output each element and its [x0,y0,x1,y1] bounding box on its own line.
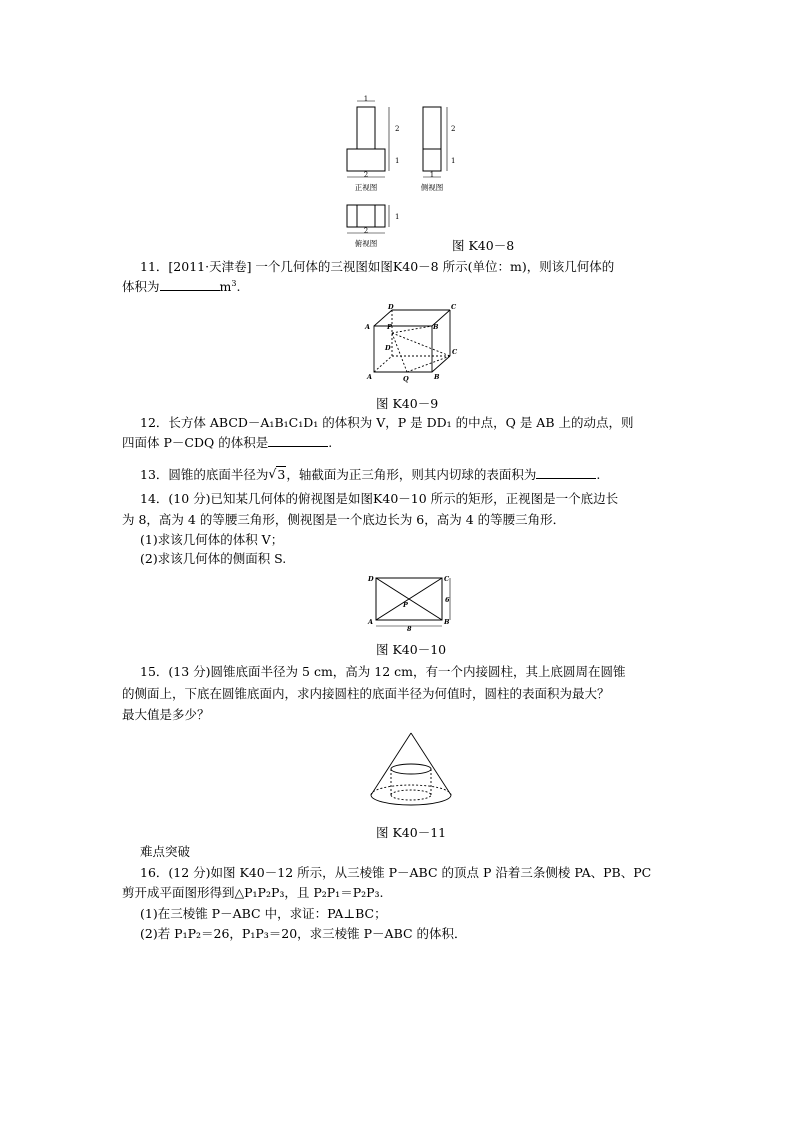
dim-top-width: 2 [363,227,369,235]
label-b: B [434,373,440,381]
q14-line2: 为 8，高为 4 的等腰三角形，侧视图是一个底边长为 6，高为 4 的等腰三角形． [122,512,566,527]
dim-front-height-1: 1 [395,157,400,165]
q11-end: . [236,279,241,294]
label-c: C [444,575,450,583]
q16-sub1: (1)在三棱锥 P－ABC 中，求证：PA⊥BC； [140,906,387,921]
label-d: D [368,575,374,583]
side-view-base-block [423,149,441,171]
q13-sqrt: √ 3 [268,466,286,482]
dim-front-top: 1 [363,95,369,103]
q14-sub1: (1)求该几何体的体积 V； [140,532,284,547]
q12-end: . [328,435,333,450]
top-view-outer [347,205,385,227]
label-a: A [368,618,374,626]
q13-line [140,465,600,483]
figure-k40-10 [366,572,462,632]
q14-line1: 14．(10 分)已知某几何体的俯视图是如图K40－10 所示的矩形，正视图是一个底边长 [140,491,619,506]
side-view-top-block [423,107,441,149]
dim-front-width: 2 [363,171,369,179]
q12-line1: 12．长方体 ABCD－A₁B₁C₁D₁ 的体积为 V，P 是 DD₁ 的中点，Q 是 AB 上的动点，则 [140,415,634,430]
q12-line2 [122,433,332,451]
figure-k40-11 [365,727,457,811]
label-a: A [367,373,373,381]
q15-line3: 最大值是多少？ [122,707,210,722]
top-view-label: 俯视图 [354,239,378,248]
label-a1: A [365,323,371,331]
label-c: C [452,348,458,356]
label-d: D [385,344,391,352]
q11-prefix: 体积为 [122,279,160,294]
q13-suffix: ，轴截面为正三角形，则其内切球的表面积为 [286,467,537,482]
q16-line1: 16．(12 分)如图 K40－12 所示，从三棱锥 P－ABC 的顶点 P 沿着三条侧棱 PA、PB、PC [140,865,652,880]
front-view-base-block [347,149,385,171]
label-p: P [387,323,392,331]
cylinder-top [391,764,431,774]
label-c1: C [451,303,457,311]
q16-sub2: (2)若 P₁P₂＝26，P₁P₃＝20，求三棱锥 P－ABC 的体积． [140,926,467,941]
q15-line2: 的侧面上，下底在圆锥底面内，求内接圆柱的底面半径为何值时，圆柱的表面积为最大？ [122,686,610,701]
figure-k40-9 [362,302,467,384]
q11-line1: 11．[2011·天津卷] 一个几何体的三视图如图K40－8 所示(单位：m)，则该几何体的 [140,259,615,274]
label-six: 6 [445,596,450,604]
dim-front-height-2: 2 [395,125,400,133]
q11-answer-blank[interactable] [160,279,220,291]
front-view-top-block [357,107,375,149]
dim-side-height-1: 1 [451,157,456,165]
q13-end: . [596,467,601,482]
q13-prefix: 13．圆锥的底面半径为 [140,467,269,482]
dim-side-height-2: 2 [451,125,456,133]
label-q: Q [403,375,409,383]
section-title: 难点突破 [140,844,191,859]
label-d1: D [388,303,394,311]
label-b: B [444,618,450,626]
label-b1: B [433,323,439,331]
figure-k40-10-caption: 图 K40－10 [376,642,447,657]
q15-line1: 15．(13 分)圆锥底面半径为 5 cm，高为 12 cm，有一个内接圆柱，其上底圆周在圆锥 [140,664,626,679]
top-view-inner [357,205,375,227]
side-view-label: 侧视图 [420,183,444,192]
q11-line2 [122,277,240,295]
figure-k40-8-caption: 图 K40－8 [452,238,515,253]
dim-top-depth: 1 [395,213,400,221]
figure-k40-8 [335,95,475,255]
dim-side-width: 1 [429,171,435,179]
front-view-label: 正视图 [354,183,378,192]
q11-unit: m [219,279,232,294]
cuboid-front-face [374,326,432,372]
q12-prefix: 四面体 P－CDQ 的体积是 [122,435,269,450]
figure-k40-11-caption: 图 K40－11 [376,825,447,840]
label-eight: 8 [407,625,412,632]
q13-answer-blank[interactable] [536,467,596,479]
figure-k40-9-caption: 图 K40－9 [376,396,439,411]
q13-sqrt-value: 3 [277,467,286,482]
cylinder-bottom [391,795,431,800]
q11-unit-exponent: 3 [231,278,237,288]
q14-sub2: (2)求该几何体的侧面积 S. [140,551,287,566]
label-p: P [403,601,408,609]
q12-answer-blank[interactable] [268,435,328,447]
q16-line2: 剪开成平面图形得到△P₁P₂P₃，且 P₂P₁＝P₂P₃. [122,885,384,900]
